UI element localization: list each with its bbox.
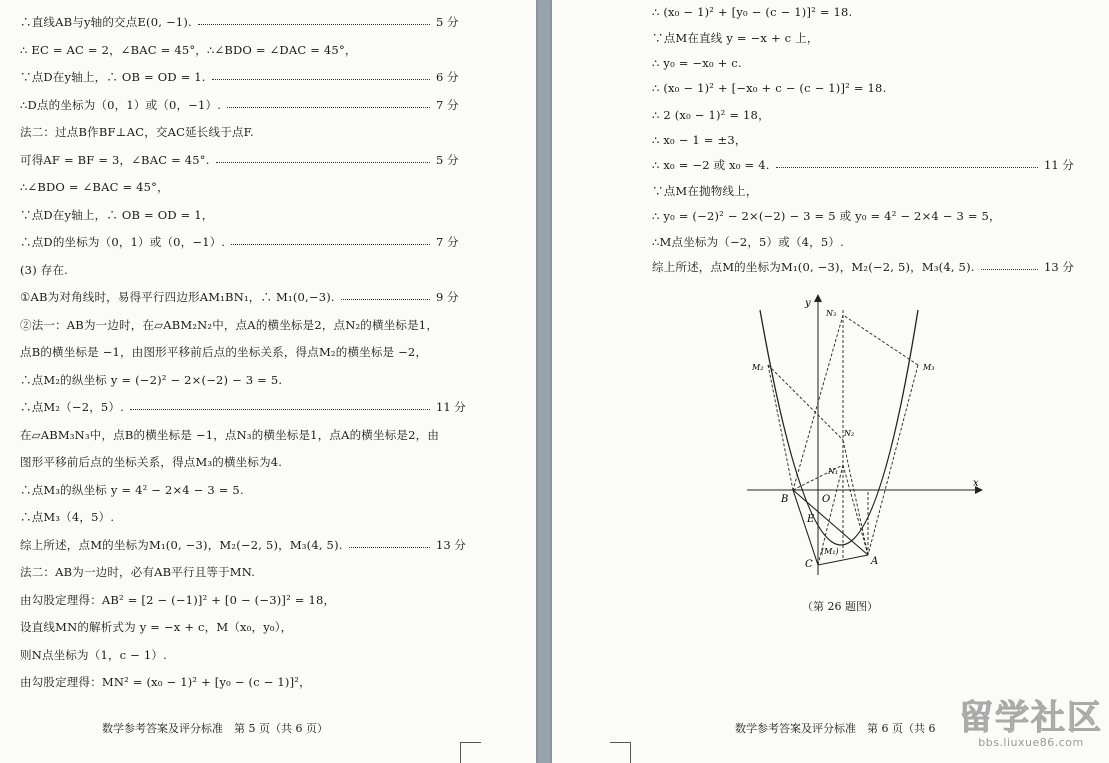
watermark-url: bbs.liuxue86.com — [978, 736, 1084, 749]
parabola-figure — [747, 290, 997, 580]
score-mark: 7 分 — [436, 98, 459, 112]
solution-line: ∴M点坐标为（−2，5）或（4，5）. — [652, 235, 844, 249]
solution-line: ∴ y₀ = −x₀ + c. — [652, 56, 742, 70]
solution-line: ∴ x₀ = −2 或 x₀ = 4. — [652, 158, 770, 172]
site-watermark — [959, 700, 1103, 749]
solution-line: ∴直线AB与y轴的交点E(0, −1). — [20, 15, 192, 29]
watermark-logo: 留学社区 — [959, 698, 1103, 738]
score-mark: 11 分 — [1044, 158, 1074, 172]
dash-n1-a — [843, 465, 868, 555]
solution-line: (3) 存在. — [20, 263, 69, 277]
right-page — [552, 0, 1109, 763]
solution-line: ∴ 2 (x₀ − 1)² = 18， — [652, 108, 770, 122]
solution-line: ∴ x₀ − 1 = ±3， — [652, 133, 747, 147]
solution-line: ∴∠BDO = ∠BAC = 45°， — [20, 180, 169, 194]
leader-dots — [198, 24, 430, 25]
leader-dots — [212, 79, 430, 80]
parabola-curve — [760, 310, 918, 545]
solution-line: ∴D点的坐标为（0，1）或（0，−1）. — [20, 98, 222, 112]
crop-mark — [610, 742, 631, 763]
solution-line: ①AB为对角线时，易得平行四边形AM₁BN₁，∴ M₁(0,−3). — [20, 290, 335, 304]
label-n2: N₂ — [844, 429, 855, 438]
label-y: y — [805, 298, 811, 309]
score-mark: 5 分 — [436, 15, 459, 29]
solution-line: ∴点D的坐标为（0，1）或（0，−1）. — [20, 235, 226, 249]
left-page-footer: 数学参考答案及评分标准 第 5 页（共 6 页） — [102, 722, 328, 735]
solution-line: ∴ (x₀ − 1)² + [y₀ − (c − 1)]² = 18. — [652, 5, 853, 19]
solution-line: 法二：过点B作BF⊥AC，交AC延长线于点F. — [20, 125, 254, 139]
label-b: B — [781, 494, 789, 505]
solution-line: ∴点M₃（4，5）. — [20, 510, 115, 524]
label-m1: (M₁) — [821, 547, 839, 556]
label-n3: N₃ — [826, 309, 837, 318]
leader-dots — [349, 547, 430, 548]
solution-line: ∵点M在直线 y = −x + c 上， — [652, 31, 819, 45]
score-mark: 6 分 — [436, 70, 459, 84]
figure-caption: （第 26 题图） — [802, 600, 878, 613]
solution-line: 可得AF = BF = 3，∠BAC = 45°. — [20, 153, 210, 167]
solution-line: 综上所述，点M的坐标为M₁(0, −3)，M₂(−2, 5)，M₃(4, 5). — [20, 538, 343, 552]
solution-line: ∴点M₂的纵坐标 y = (−2)² − 2×(−2) − 3 = 5. — [20, 373, 283, 387]
solution-line: ∵点M在抛物线上， — [652, 184, 758, 198]
crop-mark — [460, 742, 481, 763]
score-mark: 9 分 — [436, 290, 459, 304]
solution-line: ∴ (x₀ − 1)² + [−x₀ + c − (c − 1)]² = 18. — [652, 81, 887, 95]
dash-m3-n3 — [843, 315, 918, 365]
score-mark: 13 分 — [1044, 260, 1074, 274]
solution-line: ∴ EC = AC = 2，∠BAC = 45°，∴∠BDO = ∠DAC = 45°， — [20, 43, 357, 57]
label-a: A — [871, 556, 879, 567]
left-page — [0, 0, 536, 763]
solution-line: ∴点M₃的纵坐标 y = 4² − 2×4 − 3 = 5. — [20, 483, 244, 497]
solution-line: ∴ y₀ = (−2)² − 2×(−2) − 3 = 5 或 y₀ = 4² − 2×4 − 3 = 5， — [652, 209, 1001, 223]
leader-dots — [227, 107, 430, 108]
leader-dots — [130, 409, 430, 410]
leader-dots — [776, 167, 1038, 168]
score-mark: 13 分 — [436, 538, 466, 552]
label-c: C — [805, 559, 813, 570]
solution-line: ②法一：AB为一边时，在▱ABM₂N₂中，点A的横坐标是2，点N₂的横坐标是1， — [20, 318, 439, 332]
dash-m2-b — [768, 365, 793, 490]
right-page-footer: 数学参考答案及评分标准 第 6 页（共 6 — [735, 722, 936, 735]
score-mark: 11 分 — [436, 400, 466, 414]
solution-line: 由勾股定理得：AB² = [2 − (−1)]² + [0 − (−3)]² = 18， — [20, 593, 336, 607]
solution-line: 图形平移前后点的坐标关系，得点M₃的横坐标为4. — [20, 455, 283, 469]
solution-line: 则N点坐标为（1，c − 1）. — [20, 648, 167, 662]
score-mark: 7 分 — [436, 235, 459, 249]
leader-dots — [981, 269, 1038, 270]
label-m2: M₂ — [752, 363, 764, 372]
solution-line: 法二：AB为一边时，必有AB平行且等于MN. — [20, 565, 256, 579]
solution-line: 点B的横坐标是 −1，由图形平移前后点的坐标关系，得点M₂的横坐标是 −2， — [20, 345, 428, 359]
solution-line: 由勾股定理得：MN² = (x₀ − 1)² + [y₀ − (c − 1)]²， — [20, 675, 311, 689]
solution-line: ∴点M₂（−2，5）. — [20, 400, 125, 414]
label-m3: M₃ — [923, 363, 935, 372]
solution-line: 在▱ABM₃N₃中，点B的横坐标是 −1，点N₃的横坐标是1，点A的横坐标是2，由 — [20, 428, 440, 442]
leader-dots — [341, 299, 430, 300]
dash-m3-a — [868, 365, 918, 555]
dash-m2-n2 — [768, 365, 843, 440]
label-e: E — [807, 514, 815, 525]
score-mark: 5 分 — [436, 153, 459, 167]
solution-line: 设直线MN的解析式为 y = −x + c，M（x₀，y₀）， — [20, 620, 293, 634]
label-n1: N₁ — [828, 467, 839, 476]
leader-dots — [216, 162, 430, 163]
leader-dots — [231, 244, 430, 245]
label-x: x — [973, 478, 979, 489]
solution-line: 综上所述，点M的坐标为M₁(0, −3)，M₂(−2, 5)，M₃(4, 5). — [652, 260, 975, 274]
solution-line: ∵点D在y轴上，∴ OB = OD = 1. — [20, 70, 206, 84]
solution-line: ∵点D在y轴上，∴ OB = OD = 1， — [20, 208, 214, 222]
label-o: O — [822, 494, 831, 505]
